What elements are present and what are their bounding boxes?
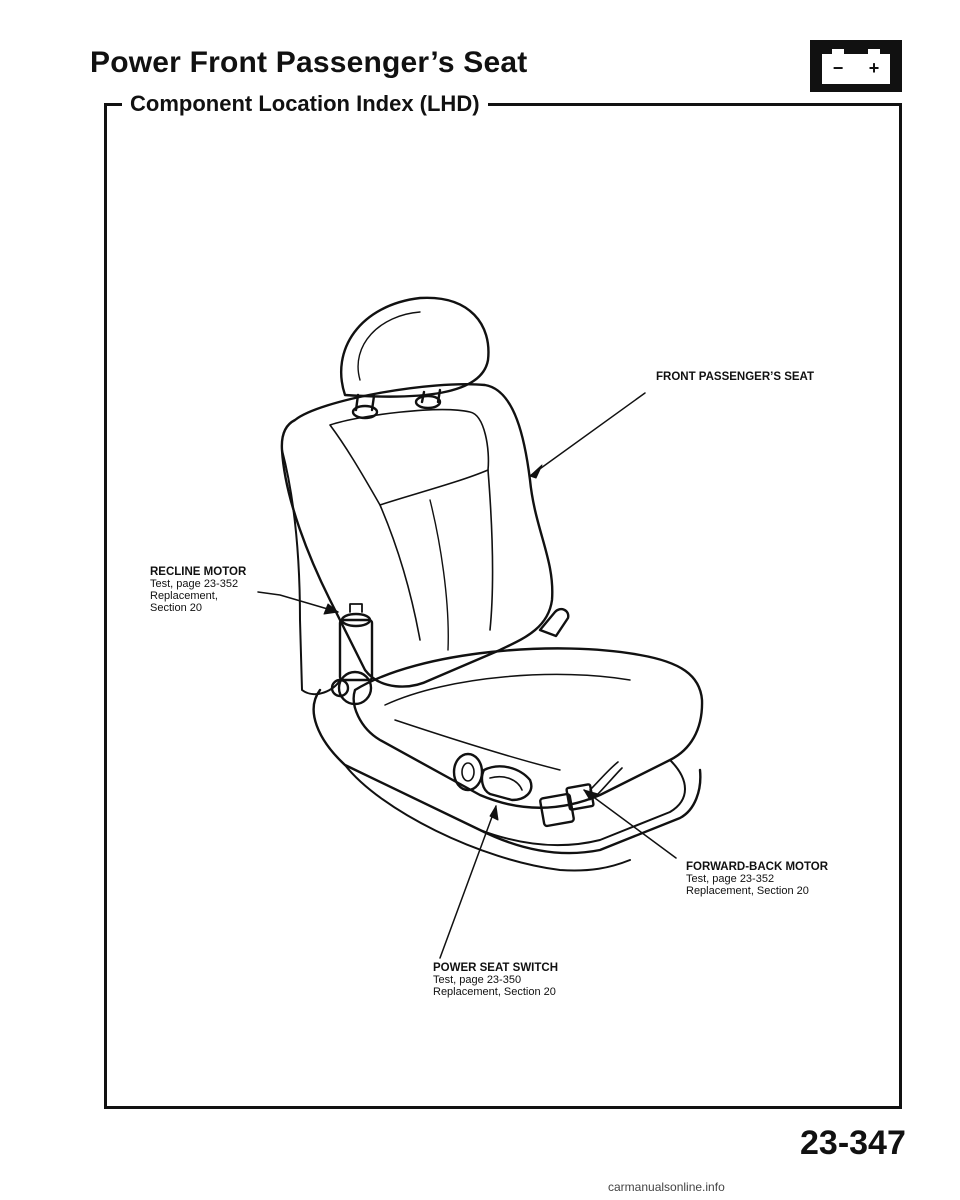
recline-motor-gear	[339, 672, 371, 704]
seat-cushion	[354, 648, 702, 807]
recline-motor-shaft	[350, 604, 362, 612]
page-title: Power Front Passenger’s Seat	[90, 46, 528, 79]
leader-front-seat	[530, 393, 645, 476]
callout-forward-back-motor-line-1: Test, page 23-352	[686, 873, 775, 885]
seat-back	[282, 384, 552, 686]
switch-slide-inner	[490, 777, 522, 790]
callout-power-seat-switch	[433, 962, 558, 998]
headrest-inner	[358, 312, 420, 380]
seat-base	[314, 690, 701, 853]
callout-forward-back-motor-head: FORWARD-BACK MOTOR	[686, 861, 829, 873]
page-number: 23-347	[800, 1124, 906, 1162]
callout-forward-back-motor	[686, 861, 828, 897]
seat-back-seam	[430, 500, 448, 650]
switch-slide	[482, 766, 531, 800]
switch-knob	[454, 754, 482, 790]
arrowhead-front-seat	[530, 465, 542, 478]
seat-back-bolster	[380, 470, 493, 640]
callout-power-seat-switch-line-2: Replacement, Section 20	[433, 986, 556, 998]
callout-recline-motor-line-3: Section 20	[150, 602, 202, 614]
section-subtitle: Component Location Index (LHD)	[122, 91, 488, 117]
callout-recline-motor-line-2: Replacement,	[150, 590, 218, 602]
callout-recline-motor	[150, 566, 246, 614]
seat-back-side	[282, 450, 340, 694]
watermark: carmanualsonline.info	[608, 1180, 725, 1194]
seat-rail	[345, 765, 630, 871]
arrowhead-recline-motor	[324, 604, 338, 614]
headrest-guide-right	[416, 396, 440, 408]
callout-front-seat	[656, 371, 814, 383]
callout-forward-back-motor-line-2: Replacement, Section 20	[686, 885, 809, 897]
battery-minus-symbol: −	[832, 58, 844, 78]
callout-power-seat-switch-line-1: Test, page 23-350	[433, 974, 522, 986]
callout-front-seat-head: FRONT PASSENGER’S SEAT	[656, 371, 815, 383]
callout-recline-motor-line-1: Test, page 23-352	[150, 578, 239, 590]
switch-knob-inner	[462, 763, 474, 781]
leader-power-seat-switch	[440, 806, 496, 958]
callout-recline-motor-head: RECLINE MOTOR	[150, 566, 247, 578]
seat-cushion-seam	[385, 674, 630, 770]
callout-power-seat-switch-head: POWER SEAT SWITCH	[433, 962, 559, 974]
seat-back-panel	[330, 410, 488, 505]
battery-plus-symbol: +	[868, 58, 880, 78]
belt-buckle	[540, 609, 568, 636]
